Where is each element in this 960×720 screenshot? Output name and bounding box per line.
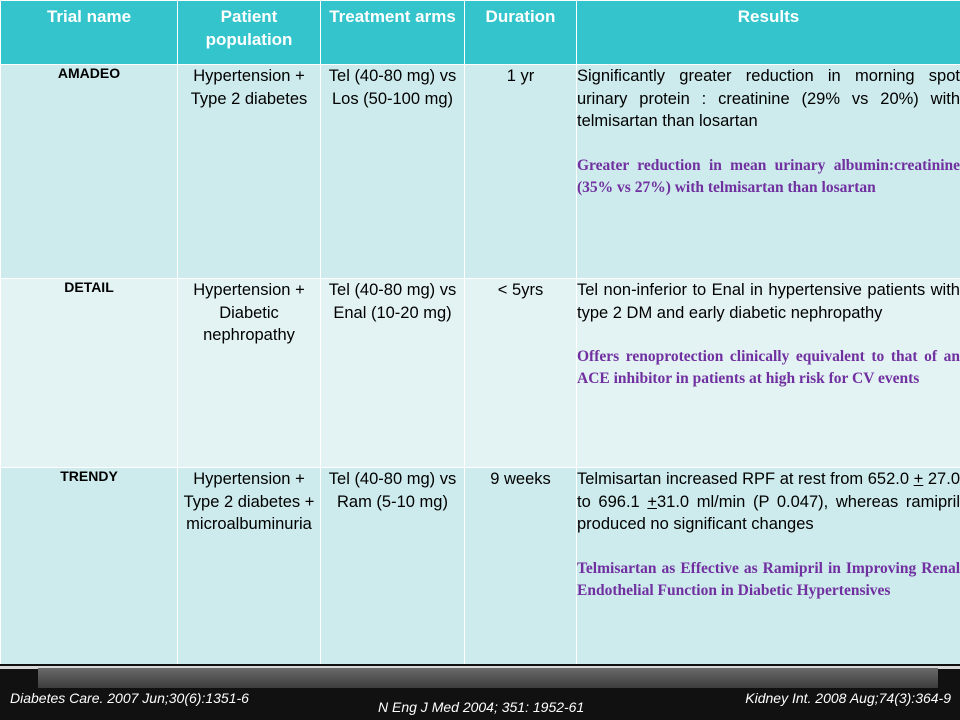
population-cell: Hypertension + Type 2 diabetes xyxy=(178,65,321,279)
results-cell xyxy=(577,65,960,279)
plus-minus-sign: + xyxy=(913,470,924,488)
citation-center: N Eng J Med 2004; 351: 1952-61 xyxy=(378,699,585,715)
population-cell: Hypertension + Type 2 diabetes + microalbuminuria xyxy=(178,468,321,665)
citation-right: Kidney Int. 2008 Aug;74(3):364-9 xyxy=(745,690,951,706)
header-trial-name: Trial name xyxy=(1,1,178,65)
arms-cell: Tel (40-80 mg) vs Enal (10-20 mg) xyxy=(321,279,465,468)
header-results: Results xyxy=(577,1,960,65)
results-cell xyxy=(577,279,960,468)
table-row-amadeo xyxy=(1,65,960,279)
header-duration: Duration xyxy=(465,1,577,65)
header-treatment-arms: Treatment arms xyxy=(321,1,465,65)
citation-left: Diabetes Care. 2007 Jun;30(6):1351-6 xyxy=(10,690,249,706)
results-cell xyxy=(577,468,960,665)
trial-name-cell: TRENDY xyxy=(1,468,178,665)
table-row-detail xyxy=(1,279,960,468)
result-text-part: 31.0 ml/min (P 0.047), whereas ramipril produced no significant changes xyxy=(577,492,960,533)
table-header-row xyxy=(1,1,960,65)
duration-cell: 1 yr xyxy=(465,65,577,279)
result-text xyxy=(577,468,960,536)
population-cell: Hypertension + Diabetic nephropathy xyxy=(178,279,321,468)
result-text: Tel non-inferior to Enal in hypertensive patients with type 2 DM and early diabetic nephropathy xyxy=(577,281,960,322)
duration-cell: 9 weeks xyxy=(465,468,577,665)
plus-minus-sign: + xyxy=(647,492,657,511)
trial-name-cell: AMADEO xyxy=(1,65,178,279)
trial-name-cell: DETAIL xyxy=(1,279,178,468)
table-row-trendy xyxy=(1,468,960,665)
result-text-part: Telmisartan increased RPF at rest from 652.0 xyxy=(577,470,914,488)
result-text-part: 27.0 to 696.1 xyxy=(577,470,960,511)
result-text: Significantly greater reduction in morning spot urinary protein : creatinine (29% vs 20%) with telmisartan than losartan xyxy=(577,67,960,130)
footer xyxy=(0,664,960,720)
result-note: Greater reduction in mean urinary albumin:creatinine (35% vs 27%) with telmisartan than losartan xyxy=(577,156,960,196)
header-patient-population: Patient population xyxy=(178,1,321,65)
arms-cell: Tel (40-80 mg) vs Los (50-100 mg) xyxy=(321,65,465,279)
result-note: Offers renoprotection clinically equivalent to that of an ACE inhibitor in patients at high risk for CV events xyxy=(577,348,960,387)
result-note: Telmisartan as Effective as Ramipril in Improving Renal Endothelial Function in Diabetic Hypertensives xyxy=(577,559,960,599)
footer-bar xyxy=(38,668,938,688)
arms-cell: Tel (40-80 mg) vs Ram (5-10 mg) xyxy=(321,468,465,665)
duration-cell: < 5yrs xyxy=(465,279,577,468)
